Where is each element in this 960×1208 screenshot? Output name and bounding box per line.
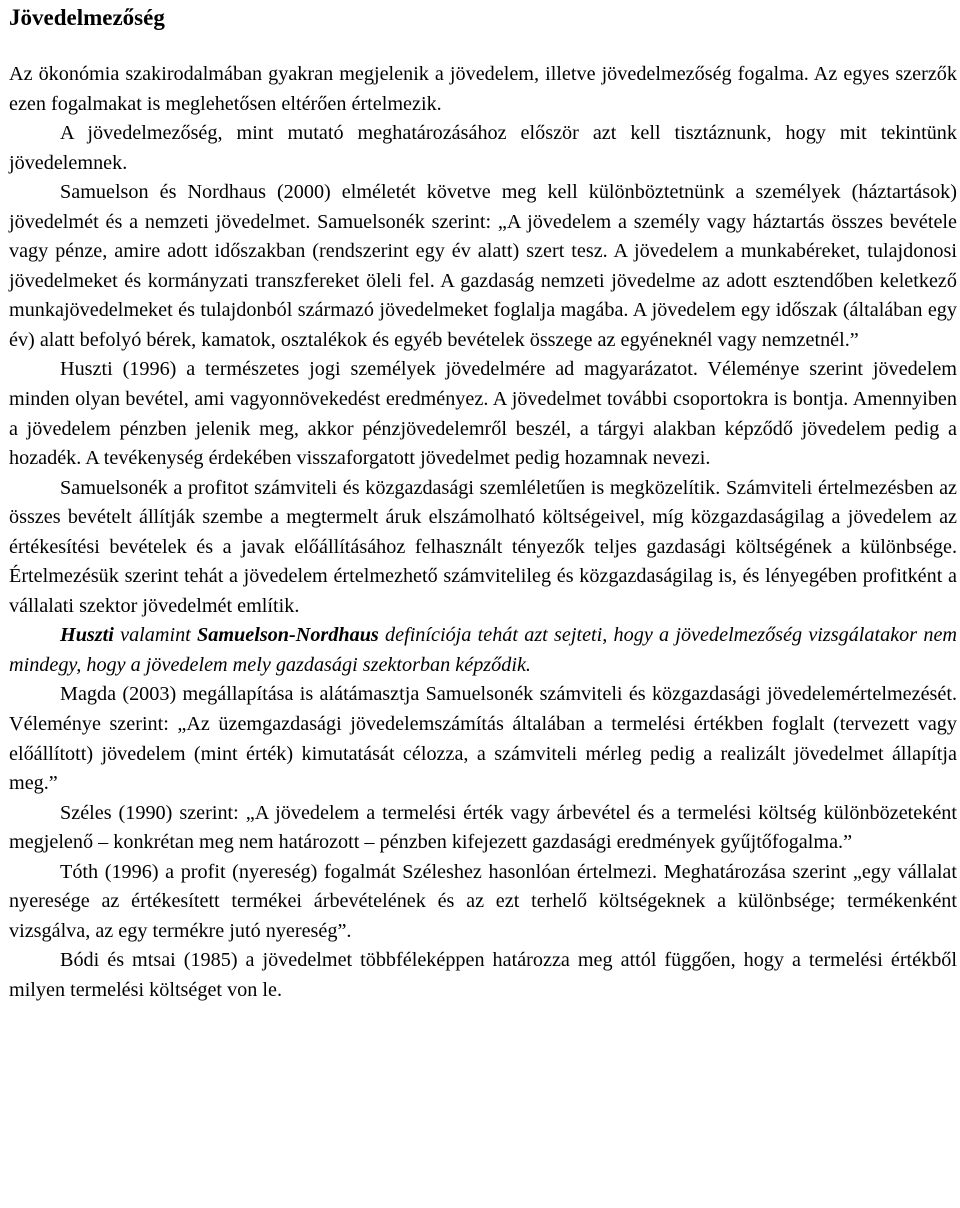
paragraph-definition: A jövedelmezőség, mint mutató meghatározásához először azt kell tisztáznunk, hogy mit tekintünk jövedelemnek. (9, 122, 957, 174)
author-huszti: Huszti (60, 624, 114, 647)
paragraph-profit: Samuelsonék a profitot számviteli és közgazdasági szemléletűen is megközelítik. Számviteli értelmezésben az összes bevételt állítják szembe a megtermelt áruk elszámolható költségeivel, míg közgazdaságilag a jövedelem az értékesítési bevételek és a javak előállításához felhasznált tényezők teljes gazdasági költségének a különbsége. Értelmezésük szerint tehát a jövedelem értelmezhető számvitelileg és közgazdaságilag is, és lényegében profitként a vállalati szektor jövedelmét említik. (9, 476, 957, 617)
paragraph-magda: Magda (2003) megállapítása is alátámasztja Samuelsonék számviteli és közgazdasági jövedelemértelmezését. Véleménye szerint: „Az üzemgazdasági jövedelemszámítás általában a termelési értékben foglalt (tervezett vagy előállított) jövedelem (mint érték) kimutatását célozza, a számviteli mérleg pedig a realizált jövedelmet állapítja meg.” (9, 683, 957, 795)
paragraph-conclusion (9, 621, 957, 680)
author-samuelson-nordhaus: Samuelson-Nordhaus (197, 624, 379, 647)
paragraph-huszti: Huszti (1996) a természetes jogi személyek jövedelmére ad magyarázatot. Véleménye szerint jövedelem minden olyan bevétel, ami vagyonnövekedést eredményez. A jövedelmet további csoportokra is bontja. Amennyiben a jövedelem pénzben jelenik meg, akkor pénzjövedelemről beszél, a tárgyi alakban képződő jövedelem pedig a hozadék. A tevékenység érdekében visszaforgatott jövedelmet pedig hozamnak nevezi. (9, 358, 957, 470)
document-title: Jövedelmezőség (9, 5, 165, 30)
paragraph-bodi: Bódi és mtsai (1985) a jövedelmet többféleképpen határozza meg attól függően, hogy a termelési értékből milyen termelési költséget von le. (9, 949, 957, 1001)
conclusion-text-1: valamint (113, 624, 198, 647)
conclusion-text-2: definíciója tehát azt sejteti, hogy a jövedelmezőség vizsgálatakor nem mindegy, hogy a jövedelem mely gazdasági szektorban képződik. (9, 624, 957, 676)
paragraph-szeles: Széles (1990) szerint: „A jövedelem a termelési érték vagy árbevétel és a termelési költség különbözeteként megjelenő – konkrétan meg nem határozott – pénzben kifejezett gazdasági eredmények gyűjtőfogalma.” (9, 801, 957, 854)
paragraph-intro: Az ökonómia szakirodalmában gyakran megjelenik a jövedelem, illetve jövedelmezőség fogalma. Az egyes szerzők ezen fogalmakat is meglehetősen eltérően értelmezik. (9, 63, 957, 115)
paragraph-toth: Tóth (1996) a profit (nyereség) fogalmát Széleshez hasonlóan értelmezi. Meghatározása szerint „egy vállalat nyeresége az értékesített termékei árbevételének és az ezt terhelő költségeknek a különbsége; termékenként vizsgálva, az egy termékre jutó nyereség”. (9, 860, 957, 942)
paragraph-samuelson: Samuelson és Nordhaus (2000) elméletét követve meg kell különböztetnünk a személyek (háztartások) jövedelmét és a nemzeti jövedelmet. Samuelsonék szerint: „A jövedelem a személy vagy háztartás összes bevétele vagy pénze, amire adott időszakban (rendszerint egy év alatt) szert tesz. A jövedelem a munkabéreket, tulajdonosi jövedelmeket és kormányzati transzfereket öleli fel. A gazdaság nemzeti jövedelme az adott esztendőben keletkező munkajövedelmeket és tulajdonból származó jövedelmeket foglalja magába. A jövedelem egy időszak (általában egy év) alatt befolyó bérek, kamatok, osztalékok és egyéb bevételek összege az egyéneknél vagy nemzetnél.” (9, 181, 957, 351)
document-page (9, 3, 957, 1006)
